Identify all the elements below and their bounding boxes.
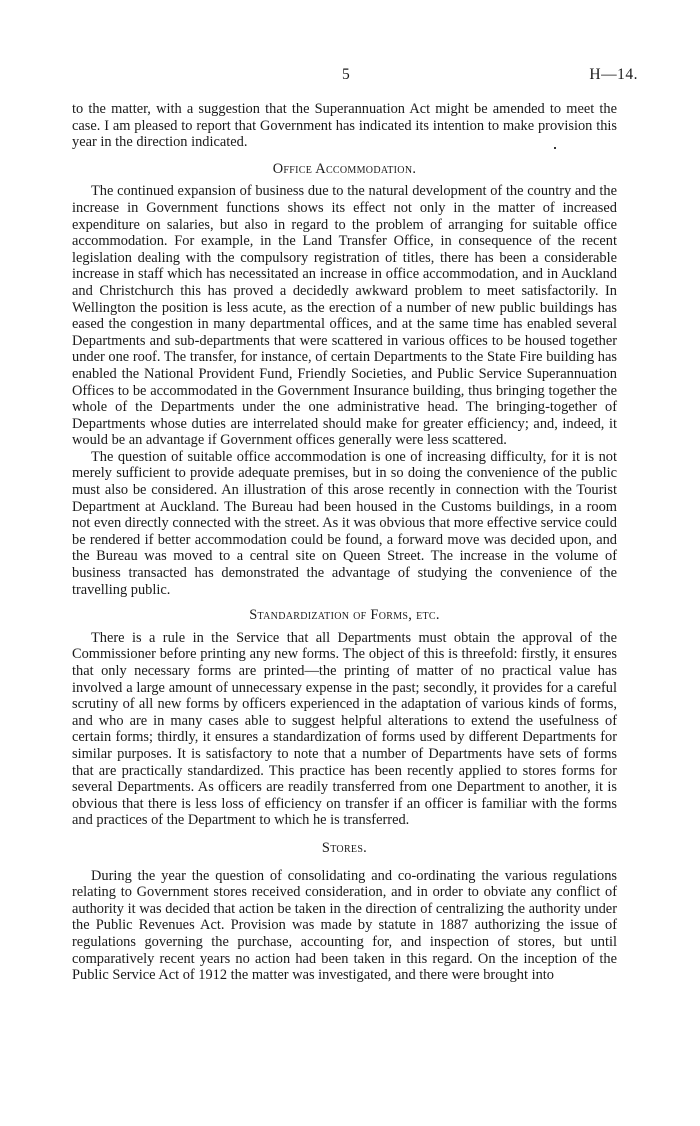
- paragraph: The question of suitable office accommodation is one of increasing difficulty, for it is not merely sufficient to provide adequate premises, but in so doing the convenience of the public must also be considered. An illustration of this arose recently in connection with the Tourist Department at Auckland. The Bureau had been housed in the Customs buildings, in a room not even directly connected with the street. As it was obvious that more effective service could be rendered if better accommodation could be found, a forward move was decided upon, and the Bureau was moved to a central site on Queen Street. The increase in the volume of business transacted has demonstrated the advantage of studying the convenience of the travelling public.: [72, 448, 617, 598]
- paragraph: During the year the question of consolidating and co-ordinating the various regulations relating to Government stores received consideration, and in order to obviate any conflict of authority it was decided that action be taken in the direction of centralizing the authority under the Public Revenues Act. Provision was made by statute in 1887 authorizing the issue of regulations governing the purchase, accounting for, and inspection of stores, but until comparatively recent years no action had been taken in this regard. On the inception of the Public Service Act of 1912 the matter was investigated, and there were brought into: [72, 867, 617, 984]
- continuation-paragraph: to the matter, with a suggestion that the Superannuation Act might be amended to meet the case. I am pleased to report that Government has indicated its intention to make provision this year in the direction indicated.: [72, 101, 617, 151]
- section-heading-stores: Stores.: [321, 839, 368, 856]
- page-header: [0, 66, 700, 86]
- page-body: [72, 101, 617, 984]
- section-heading-office-accommodation: Office Accommodation.: [272, 160, 417, 177]
- paragraph: There is a rule in the Service that all Departments must obtain the approval of the Commissioner before printing any new forms. The object of this is threefold: firstly, it ensures that only necessary forms are printed—the printing of matter of no practical value has involved a large amount of unnecessary expense in the past; secondly, it provides for a careful scrutiny of all new forms by officers experienced in the adaptation of various kinds of forms, and who are in many cases able to suggest helpful alterations to extend the usefulness of certain forms; thirdly, it ensures a standardization of forms used by different Departments for similar purposes. It is satisfactory to note that a number of Departments have sets of forms that are practically standardized. This practice has been recently applied to stores forms for several Departments. As officers are readily transferred from one Department to another, it is obvious that there is less loss of efficiency on transfer if an officer is familiar with the forms and practices of the Department to which he is transferred.: [72, 629, 617, 829]
- paragraph: The continued expansion of business due to the natural development of the country and the increase in Government functions shows its effect not only in the matter of increased expenditure on salaries, but also in regard to the problem of arranging for suitable office accommodation. For example, in the Land Transfer Office, in consequence of the recent legislation dealing with the compulsory registration of titles, there has been a considerable increase in staff which has necessitated an increase in office accommodation, and in Auckland and Christchurch this has proved a decidedly awkward problem to meet satisfactorily. In Wellington the position is less acute, as the erection of a number of new public buildings has eased the congestion in many departmental offices, and at the same time has enabled several Departments and sub-departments that were scattered in various offices to be housed together under one roof. The transfer, for instance, of certain Departments to the State Fire building has enabled the National Provident Fund, Friendly Societies, and Public Service Superannuation Offices to be accommodated in the Government Insurance building, thus bringing together the whole of the Departments under the one administrative head. The bringing-together of Departments whose duties are interrelated should make for greater efficiency; and, indeed, it would be an advantage if Government offices generally were less scattered.: [72, 183, 617, 449]
- document-reference: H—14.: [589, 66, 638, 83]
- section-heading-standardization-of-forms: Standardization of Forms, etc.: [249, 607, 440, 624]
- page-number: 5: [342, 66, 350, 83]
